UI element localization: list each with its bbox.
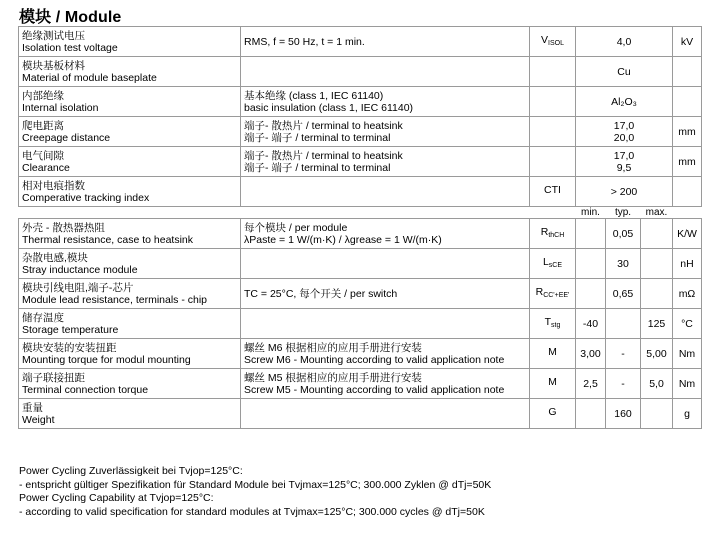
name-en: Stray inductance module	[22, 263, 138, 276]
symbol-cell	[530, 369, 576, 399]
min-value	[576, 219, 606, 249]
table-row	[19, 309, 702, 339]
symbol-cell	[530, 27, 576, 57]
unit-cell: K/W	[673, 219, 702, 249]
conditions	[241, 309, 530, 339]
condition-line: 每个模块 / per module	[244, 221, 348, 234]
table-row	[19, 369, 702, 399]
name-cn: 储存温度	[22, 311, 64, 324]
symbol-main: V	[541, 33, 549, 46]
unit-cell: kV	[673, 27, 702, 57]
name-en: Mounting torque for modul mounting	[22, 353, 191, 366]
min-value: -40	[576, 309, 606, 339]
name-en: Internal isolation	[22, 101, 99, 114]
conditions	[241, 219, 530, 249]
table-row	[19, 219, 702, 249]
name-cn: 模块引线电阻,端子-芯片	[22, 281, 134, 294]
typ-value: -	[606, 369, 641, 399]
unit-cell	[673, 57, 702, 87]
name-cn: 内部绝缘	[22, 89, 64, 102]
name-cn: 模块基板材料	[22, 59, 85, 72]
name-cn: 电气间隙	[22, 149, 64, 162]
parameter-name	[19, 87, 241, 117]
max-value: 125	[641, 309, 673, 339]
name-cn: 外壳 - 散热器热阻	[22, 221, 105, 234]
max-value	[641, 279, 673, 309]
symbol-main: T	[544, 315, 552, 328]
min-value	[576, 249, 606, 279]
header-typ: typ.	[614, 207, 632, 218]
max-value	[641, 219, 673, 249]
power-cycling-notes	[19, 465, 491, 519]
unit-cell	[673, 87, 702, 117]
value: Cu	[617, 65, 631, 78]
parameter-name	[19, 219, 241, 249]
table-row	[19, 249, 702, 279]
parameter-name	[19, 117, 241, 147]
unit-cell: mΩ	[673, 279, 702, 309]
name-en: Thermal resistance, case to heatsink	[22, 233, 193, 246]
max-value: 5,00	[641, 339, 673, 369]
symbol-main: M	[548, 345, 557, 358]
conditions	[241, 87, 530, 117]
condition-line: Screw M6 - Mounting according to valid application note	[244, 353, 505, 366]
note-line: - according to valid specification for standard modules at Tvjmax=125°C; 300.000 cycles @ dTj=50K	[19, 505, 485, 518]
table-row	[19, 177, 702, 207]
unit-cell: mm	[673, 147, 702, 177]
typ-value: 160	[606, 399, 641, 429]
min-value	[576, 279, 606, 309]
parameter-name	[19, 309, 241, 339]
table-group-1	[19, 27, 702, 207]
max-value	[641, 399, 673, 429]
symbol-cell	[530, 399, 576, 429]
max-value: 5,0	[641, 369, 673, 399]
name-en: Creepage distance	[22, 131, 111, 144]
condition-line: 端子- 端子 / terminal to terminal	[244, 131, 391, 144]
table-group-2	[19, 219, 702, 429]
value: 17,0	[613, 119, 635, 132]
parameter-name	[19, 147, 241, 177]
parameter-name	[19, 177, 241, 207]
condition-line: basic insulation (class 1, IEC 61140)	[244, 101, 414, 114]
unit-cell: Nm	[673, 369, 702, 399]
symbol-cell	[530, 339, 576, 369]
symbol-subscript: thCH	[548, 231, 565, 239]
parameter-name	[19, 279, 241, 309]
symbol-cell	[530, 309, 576, 339]
table-row	[19, 117, 702, 147]
min-value: 3,00	[576, 339, 606, 369]
value: 4,0	[616, 35, 632, 48]
value-cell	[576, 87, 673, 117]
header-max: max.	[645, 207, 668, 218]
conditions	[241, 117, 530, 147]
symbol-subscript: ISOL	[548, 39, 564, 47]
conditions	[241, 339, 530, 369]
conditions	[241, 249, 530, 279]
condition-line: 端子- 端子 / terminal to terminal	[244, 161, 391, 174]
table-row	[19, 147, 702, 177]
table-row	[19, 399, 702, 429]
value-cell	[576, 117, 673, 147]
value-2: 9,5	[616, 161, 632, 174]
name-en: Weight	[22, 413, 55, 426]
symbol-main: R	[540, 225, 549, 238]
name-en: Isolation test voltage	[22, 41, 118, 54]
parameter-name	[19, 369, 241, 399]
symbol-subscript: sCE	[548, 261, 563, 269]
symbol-main: G	[548, 405, 557, 418]
typ-value	[606, 309, 641, 339]
condition-line: 端子- 散热片 / terminal to heatsink	[244, 119, 403, 132]
conditions	[241, 177, 530, 207]
typ-value: 30	[606, 249, 641, 279]
name-en: Module lead resistance, terminals - chip	[22, 293, 208, 306]
symbol-cell	[530, 57, 576, 87]
unit-cell: g	[673, 399, 702, 429]
symbol-cell	[530, 249, 576, 279]
unit-cell	[673, 177, 702, 207]
conditions	[241, 369, 530, 399]
conditions	[241, 279, 530, 309]
max-value	[641, 249, 673, 279]
name-cn: 杂散电感,模块	[22, 251, 88, 264]
min-value: 2,5	[576, 369, 606, 399]
symbol-cell	[530, 117, 576, 147]
condition-line: Screw M5 - Mounting according to valid application note	[244, 383, 505, 396]
condition-line: 螺丝 M5 根据相应的应用手册进行安装	[244, 371, 422, 384]
value: Al₂O₃	[611, 95, 637, 108]
name-cn: 绝缘测试电压	[22, 29, 85, 42]
conditions	[241, 399, 530, 429]
typ-value: -	[606, 339, 641, 369]
condition-line: 螺丝 M6 根据相应的应用手册进行安装	[244, 341, 422, 354]
parameter-name	[19, 27, 241, 57]
name-en: Clearance	[22, 161, 70, 174]
value-2: 20,0	[613, 131, 635, 144]
typ-value: 0,65	[606, 279, 641, 309]
condition-line: 端子- 散热片 / terminal to heatsink	[244, 149, 403, 162]
min-value	[576, 399, 606, 429]
symbol-cell	[530, 177, 576, 207]
note-line: - entspricht gültiger Spezifikation für Standard Module bei Tvjmax=125°C; 300.000 Zyklen @ dTj=50K	[19, 478, 492, 491]
value-cell	[576, 57, 673, 87]
unit-cell: °C	[673, 309, 702, 339]
condition-line: 基本绝缘 (class 1, IEC 61140)	[244, 89, 384, 102]
symbol-cell	[530, 279, 576, 309]
conditions	[241, 57, 530, 87]
table-row	[19, 87, 702, 117]
table-row	[19, 339, 702, 369]
name-en: Comperative tracking index	[22, 191, 150, 204]
condition-line: RMS, f = 50 Hz, t = 1 min.	[244, 35, 365, 48]
name-cn: 相对电痕指数	[22, 179, 85, 192]
parameter-name	[19, 249, 241, 279]
unit-cell: Nm	[673, 339, 702, 369]
unit-cell: mm	[673, 117, 702, 147]
parameter-name	[19, 399, 241, 429]
header-min: min.	[581, 207, 600, 218]
table-row	[19, 27, 702, 57]
table-row	[19, 279, 702, 309]
value-cell	[576, 177, 673, 207]
name-en: Storage temperature	[22, 323, 119, 336]
conditions	[241, 147, 530, 177]
value: > 200	[610, 185, 638, 198]
symbol-main: CTI	[544, 183, 561, 196]
symbol-cell	[530, 147, 576, 177]
name-en: Material of module baseplate	[22, 71, 157, 84]
symbol-main: L	[542, 255, 549, 268]
symbol-main: R	[535, 285, 544, 298]
minmax-header	[19, 207, 702, 219]
symbol-subscript: stg	[551, 321, 561, 329]
unit-cell: nH	[673, 249, 702, 279]
note-line: Power Cycling Capability at Tvjop=125°C:	[19, 492, 214, 505]
name-cn: 重量	[22, 401, 43, 414]
conditions	[241, 27, 530, 57]
symbol-cell	[530, 87, 576, 117]
name-cn: 模块安装的安装扭距	[22, 341, 117, 354]
typ-value: 0,05	[606, 219, 641, 249]
note-line: Power Cycling Zuverlässigkeit bei Tvjop=125°C:	[19, 465, 243, 477]
table-row	[19, 57, 702, 87]
section-title: 模块 / Module	[19, 9, 122, 26]
symbol-subscript: CC'+EE'	[543, 291, 570, 299]
name-cn: 端子联接扭距	[22, 371, 85, 384]
module-spec-table	[18, 26, 702, 429]
value-cell	[576, 147, 673, 177]
parameter-name	[19, 339, 241, 369]
symbol-cell	[530, 219, 576, 249]
parameter-name	[19, 57, 241, 87]
name-en: Terminal connection torque	[22, 383, 149, 396]
value: 17,0	[613, 149, 635, 162]
condition-line: TC = 25°C, 每个开关 / per switch	[244, 287, 398, 300]
name-cn: 爬电距离	[22, 119, 64, 132]
value-cell	[576, 27, 673, 57]
symbol-main: M	[548, 375, 557, 388]
condition-line: λPaste = 1 W/(m·K) / λgrease = 1 W/(m·K)	[244, 233, 442, 246]
